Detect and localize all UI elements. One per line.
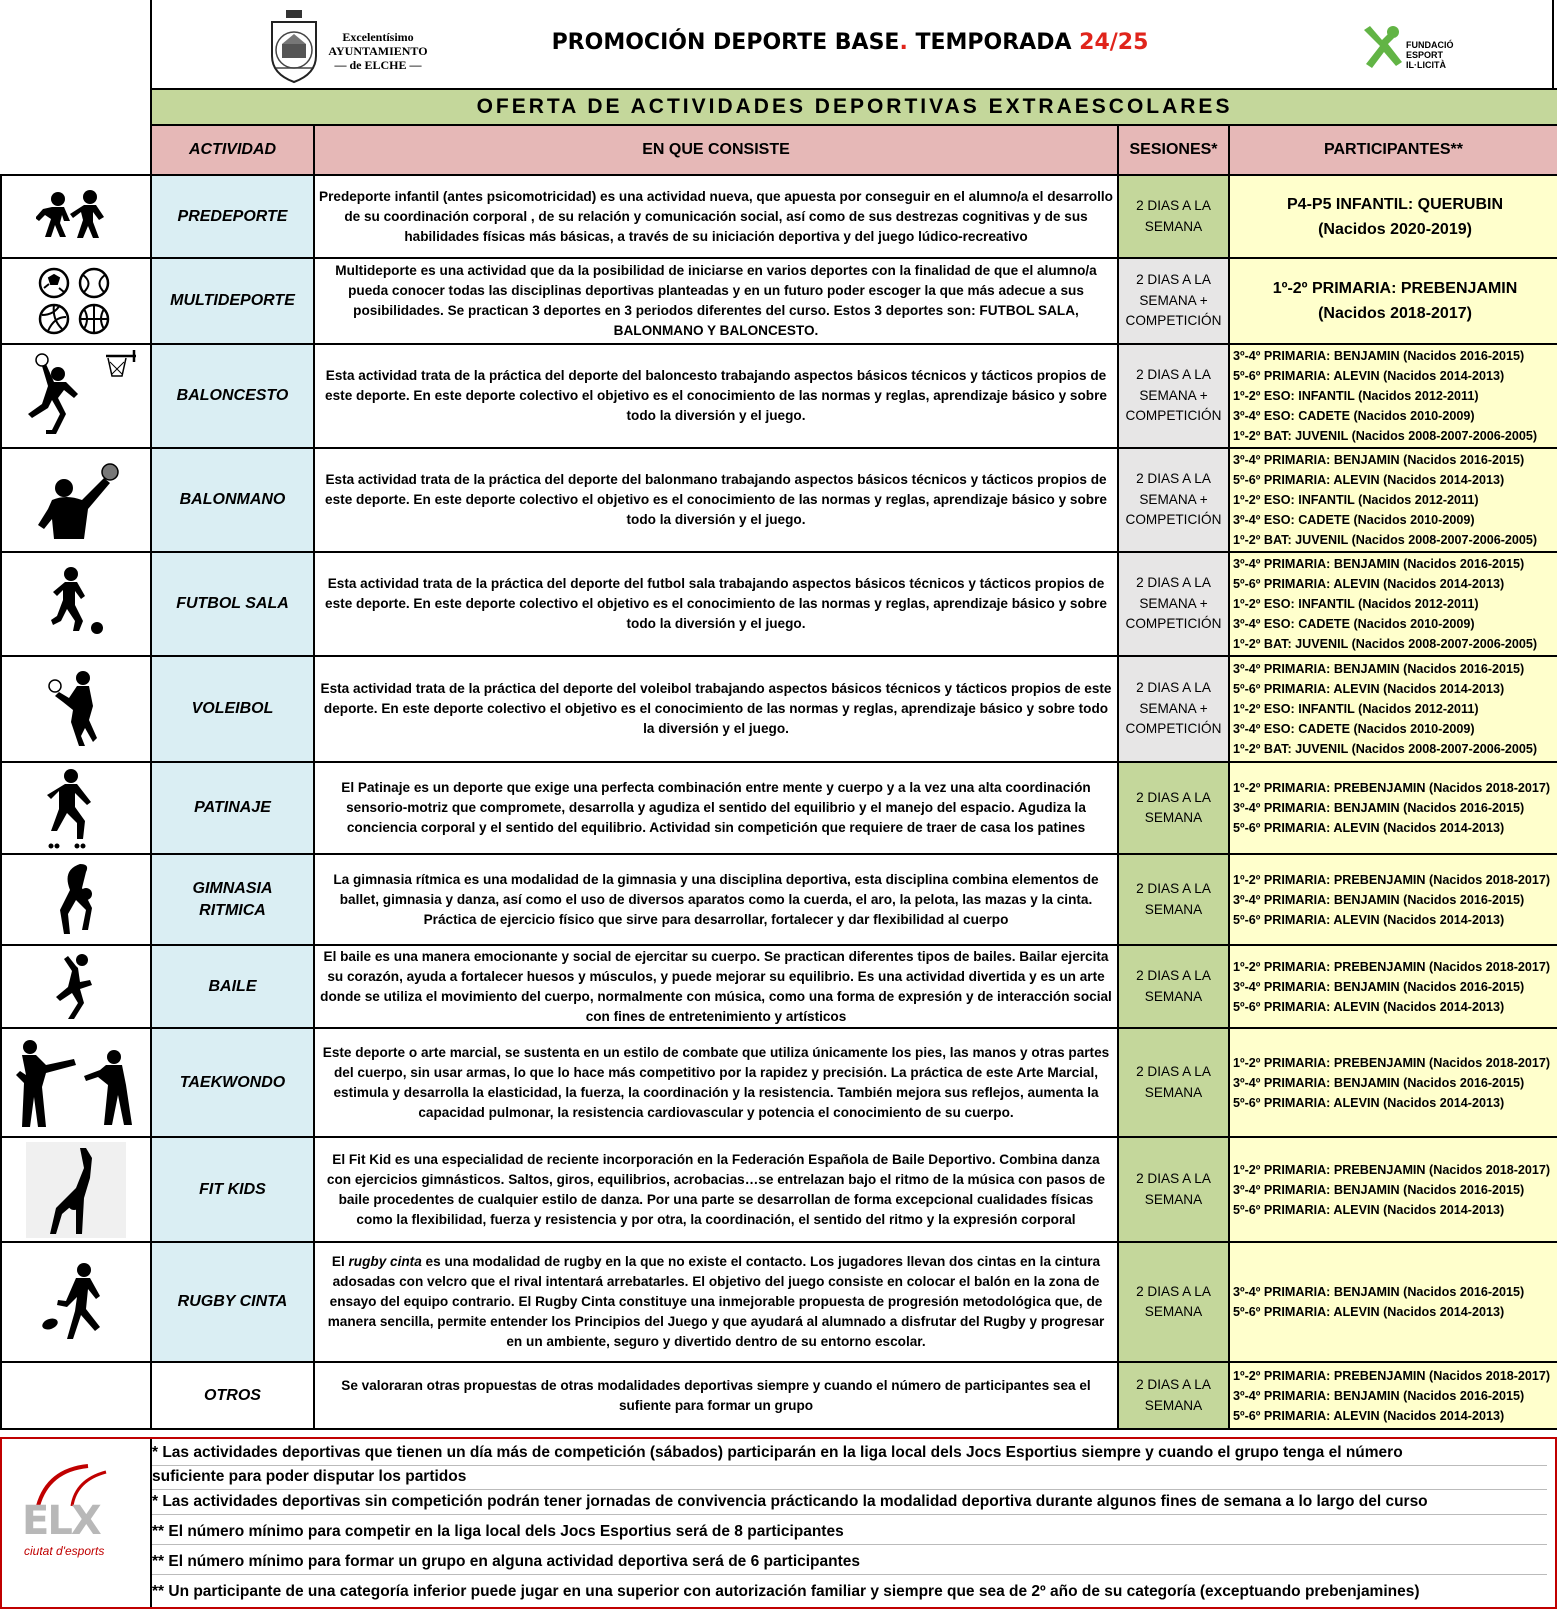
note-line: ** Un participante de una categoría inferior puede jugar en una superior con autorización familiar y siempre que sea de 2º año de su categoría (exceptuando prebenjamines) bbox=[152, 1583, 1420, 1600]
volleyball-player-icon bbox=[2, 664, 150, 754]
activity-name: VOLEIBOL bbox=[151, 656, 314, 762]
table-row bbox=[1, 1242, 1557, 1362]
activity-name: BALONCESTO bbox=[151, 344, 314, 448]
col-description: EN QUE CONSISTE bbox=[314, 125, 1118, 175]
activity-name: RUGBY CINTA bbox=[151, 1242, 314, 1362]
note-line: * Las actividades deportivas sin competición podrán tener jornadas de convivencia prácticando la modalidad deportiva durante algunos fines de semana a lo largo del curso bbox=[152, 1490, 1547, 1515]
handball-player-icon bbox=[2, 460, 150, 540]
participants: 1º-2º PRIMARIA: PREBENJAMIN (Nacidos 2018-2017) 3º-4º PRIMARIA: BENJAMIN (Nacidos 2016-2015) 5º-6º PRIMARIA: ALEVIN (Nacidos 2014-2013) bbox=[1229, 1137, 1557, 1242]
foundation-figure-icon bbox=[1360, 24, 1404, 70]
city-name: Excelentísimo AYUNTAMIENTO — de ELCHE — bbox=[328, 30, 428, 72]
rugby-player-icon bbox=[2, 1260, 150, 1344]
table-row bbox=[1, 258, 1557, 344]
note-line: ** El número mínimo para formar un grupo en alguna actividad deportiva será de 6 participantes bbox=[152, 1550, 1547, 1575]
children-running-icon bbox=[2, 187, 150, 247]
sessions: 2 DIAS A LA SEMANA bbox=[1118, 1242, 1229, 1362]
participants: 3º-4º PRIMARIA: BENJAMIN (Nacidos 2016-2015) 5º-6º PRIMARIA: ALEVIN (Nacidos 2014-2013) bbox=[1229, 1242, 1557, 1362]
note-line: ** El número mínimo para competir en la liga local dels Jocs Esportius será de 8 participantes bbox=[152, 1520, 1547, 1545]
subtitle-bar: OFERTA DE ACTIVIDADES DEPORTIVAS EXTRAESCOLARES bbox=[151, 89, 1557, 125]
activity-name: TAEKWONDO bbox=[151, 1028, 314, 1137]
sessions: 2 DIAS A LA SEMANA + COMPETICIÓN bbox=[1118, 448, 1229, 552]
activities-table bbox=[0, 88, 1557, 1430]
activity-name: PREDEPORTE bbox=[151, 175, 314, 258]
col-participants: PARTICIPANTES** bbox=[1229, 125, 1557, 175]
table-row bbox=[1, 344, 1557, 448]
activity-name: BALONMANO bbox=[151, 448, 314, 552]
sessions: 2 DIAS A LA SEMANA + COMPETICIÓN bbox=[1118, 258, 1229, 344]
sessions: 2 DIAS A LA SEMANA bbox=[1118, 854, 1229, 945]
activity-description: La gimnasia rítmica es una modalidad de la gimnasia y una disciplina deportiva, esta disciplina combina elementos de ballet, gimnasia y danza, así como el uso de diversos aparatos como la cuerda, el aro, la pelota, las mazas y la cinta. Práctica de ejercicio físico que sirve para desarrollar, fortalecer y dar flexibilidad al cuerpo bbox=[314, 854, 1118, 945]
gymnast-icon bbox=[2, 860, 150, 940]
foundation-logo: FUNDACIÓ ESPORT IL·LICITÀ bbox=[1360, 24, 1480, 72]
city-crest-logo bbox=[264, 8, 324, 84]
table-row bbox=[1, 656, 1557, 762]
table-row bbox=[1, 448, 1557, 552]
col-sessions: SESIONES* bbox=[1118, 125, 1229, 175]
sessions: 2 DIAS A LA SEMANA bbox=[1118, 1137, 1229, 1242]
col-activity: ACTIVIDAD bbox=[151, 125, 314, 175]
sessions: 2 DIAS A LA SEMANA bbox=[1118, 762, 1229, 854]
sessions: 2 DIAS A LA SEMANA bbox=[1118, 1362, 1229, 1429]
participants: 3º-4º PRIMARIA: BENJAMIN (Nacidos 2016-2015) 5º-6º PRIMARIA: ALEVIN (Nacidos 2014-2013) 1º-2º ESO: INFANTIL (Nacidos 2012-2011) 3º-4º ESO: CADETE (Nacidos 2010-2009) 1º-2º BAT: JUVENIL (Nacidos 2008-2007-2006-2005) bbox=[1229, 552, 1557, 656]
table-row bbox=[1, 1137, 1557, 1242]
table-row bbox=[1, 854, 1557, 945]
activity-name: GIMNASIA RITMICA bbox=[151, 854, 314, 945]
participants: 3º-4º PRIMARIA: BENJAMIN (Nacidos 2016-2015) 5º-6º PRIMARIA: ALEVIN (Nacidos 2014-2013) 1º-2º ESO: INFANTIL (Nacidos 2012-2011) 3º-4º ESO: CADETE (Nacidos 2010-2009) 1º-2º BAT: JUVENIL (Nacidos 2008-2007-2006-2005) bbox=[1229, 656, 1557, 762]
table-row bbox=[1, 1028, 1557, 1137]
participants: 3º-4º PRIMARIA: BENJAMIN (Nacidos 2016-2015) 5º-6º PRIMARIA: ALEVIN (Nacidos 2014-2013) 1º-2º ESO: INFANTIL (Nacidos 2012-2011) 3º-4º ESO: CADETE (Nacidos 2010-2009) 1º-2º BAT: JUVENIL (Nacidos 2008-2007-2006-2005) bbox=[1229, 344, 1557, 448]
activity-name: FUTBOL SALA bbox=[151, 552, 314, 656]
activity-name: PATINAJE bbox=[151, 762, 314, 854]
note-line: * Las actividades deportivas que tienen un día más de competición (sábados) participarán en la liga local dels Jocs Esportius siempre y cuando el grupo tenga el número bbox=[152, 1441, 1547, 1466]
participants: 1º-2º PRIMARIA: PREBENJAMIN (Nacidos 2018-2017) 3º-4º PRIMARIA: BENJAMIN (Nacidos 2016-2015) 5º-6º PRIMARIA: ALEVIN (Nacidos 2014-2013) bbox=[1229, 1362, 1557, 1429]
table-row bbox=[1, 1362, 1557, 1429]
table-row bbox=[1, 945, 1557, 1028]
activity-description: Esta actividad trata de la práctica del deporte del futbol sala trabajando aspectos básicos técnicos y tácticos propios de este deporte. En este deporte colectivo el objetivo es el conocimiento de las normas y reglas, aprendizaje básico y sobre todo la diversión y el juego. bbox=[314, 552, 1118, 656]
activity-description: Se valoraran otras propuestas de otras modalidades deportivas siempre y cuando el número de participantes sea el sufiente para formar un grupo bbox=[314, 1362, 1118, 1429]
note-line: suficiente para poder disputar los partidos bbox=[152, 1465, 1547, 1490]
football-player-icon bbox=[2, 564, 150, 644]
activity-name: OTROS bbox=[151, 1362, 314, 1429]
participants: 1º-2º PRIMARIA: PREBENJAMIN (Nacidos 2018-2017) 3º-4º PRIMARIA: BENJAMIN (Nacidos 2016-2015) 5º-6º PRIMARIA: ALEVIN (Nacidos 2014-2013) bbox=[1229, 854, 1557, 945]
header bbox=[0, 0, 1557, 92]
dancer-icon bbox=[2, 950, 150, 1024]
activity-description: Esta actividad trata de la práctica del deporte del balonmano trabajando aspectos básicos técnicos y tácticos propios de este deporte. En este deporte colectivo el objetivo es el conocimiento de las normas y reglas, aprendizaje básico y sobre todo la diversión y el juego. bbox=[314, 448, 1118, 552]
column-headers bbox=[1, 125, 1557, 175]
participants: 1º-2º PRIMARIA: PREBENJAMIN (Nacidos 2018-2017) 3º-4º PRIMARIA: BENJAMIN (Nacidos 2016-2015) 5º-6º PRIMARIA: ALEVIN (Nacidos 2014-2013) bbox=[1229, 945, 1557, 1028]
sessions: 2 DIAS A LA SEMANA + COMPETICIÓN bbox=[1118, 552, 1229, 656]
roller-skater-icon bbox=[2, 766, 150, 850]
elx-sports-logo: ELX ciutat d'esports bbox=[18, 1462, 128, 1572]
participants: 1º-2º PRIMARIA: PREBENJAMIN (Nacidos 2018-2017) 3º-4º PRIMARIA: BENJAMIN (Nacidos 2016-2015) 5º-6º PRIMARIA: ALEVIN (Nacidos 2014-2013) bbox=[1229, 762, 1557, 854]
participants: P4-P5 INFANTIL: QUERUBIN (Nacidos 2020-2019) bbox=[1229, 175, 1557, 258]
table-row bbox=[1, 552, 1557, 656]
sessions: 2 DIAS A LA SEMANA + COMPETICIÓN bbox=[1118, 656, 1229, 762]
taekwondo-fighters-icon bbox=[2, 1035, 150, 1131]
activity-description: Esta actividad trata de la práctica del deporte del voleibol trabajando aspectos básicos técnicos y tácticos propios de este deporte. En este deporte colectivo el objetivo es el conocimiento de las normas y reglas, aprendizaje básico y sobre todo la diversión y el juego. bbox=[314, 656, 1118, 762]
activity-description: Predeporte infantil (antes psicomotricidad) es una actividad nueva, que apuesta por conseguir en el alumno/a el desarrollo de su coordinación corporal , de su relación y comunicación social, así como de sus destrezas cognitivas y de sus habilidades físicas más básicas, a través de su iniciación deportiva y del juego lúdico-recreativo bbox=[314, 175, 1118, 258]
sessions: 2 DIAS A LA SEMANA bbox=[1118, 175, 1229, 258]
table-row bbox=[1, 175, 1557, 258]
participants: 3º-4º PRIMARIA: BENJAMIN (Nacidos 2016-2015) 5º-6º PRIMARIA: ALEVIN (Nacidos 2014-2013) 1º-2º ESO: INFANTIL (Nacidos 2012-2011) 3º-4º ESO: CADETE (Nacidos 2010-2009) 1º-2º BAT: JUVENIL (Nacidos 2008-2007-2006-2005) bbox=[1229, 448, 1557, 552]
sports-balls-icon bbox=[2, 265, 150, 337]
activity-name: BAILE bbox=[151, 945, 314, 1028]
sessions: 2 DIAS A LA SEMANA bbox=[1118, 1028, 1229, 1137]
basketball-player-icon bbox=[2, 348, 150, 444]
activity-description: Multideporte es una actividad que da la posibilidad de iniciarse en varios deportes con la finalidad de que el alumno/a pueda conocer todas las disciplinas deportivas planteadas y en un futuro poder escoger la que más adecue a sus posibilidades. Se practican 3 deportes en 3 periodos diferentes del curso. Estos 3 deportes son: FUTBOL SALA, BALONMANO Y BALONCESTO. bbox=[314, 258, 1118, 344]
page-title: PROMOCIÓN DEPORTE BASE. TEMPORADA 24/25 bbox=[551, 30, 1149, 55]
fit-kid-acrobat-icon bbox=[2, 1142, 150, 1238]
activity-description: Este deporte o arte marcial, se sustenta en un estilo de combate que utiliza únicamente los pies, las manos y otras partes del cuerpo, sin usar armas, lo que lo hace más competitivo por la rapidez y precisión. La práctica de este Arte Marcial, estimula y desarrolla la elasticidad, la fuerza, la coordinación y la resistencia. También mejora sus reflejos, aumenta la capacidad pulmonar, la resistencia cardiovascular y potencia el conocimiento de su cuerpo. bbox=[314, 1028, 1118, 1137]
activity-description: El rugby cinta es una modalidad de rugby en la que no existe el contacto. Los jugadores llevan dos cintas en la cintura adosadas con velcro que el rival intentará arrebatarles. El objetivo del juego consiste en colocar el balón en la zona de ensayo del equipo contrario. El Rugby Cinta constituye una inmejorable propuesta de progresión metodológica que, de manera sencilla, permite entender los Principios del Juego y que ayudará al alumnado a disfrutar del Rugby y progresar en un ambiente, seguro y divertido dentro de su entorno escolar. bbox=[314, 1242, 1118, 1362]
activity-name: FIT KIDS bbox=[151, 1137, 314, 1242]
activity-name: MULTIDEPORTE bbox=[151, 258, 314, 344]
sessions: 2 DIAS A LA SEMANA + COMPETICIÓN bbox=[1118, 344, 1229, 448]
activity-description: El Fit Kid es una especialidad de reciente incorporación en la Federación Española de Baile Deportivo. Combina danza con ejercicios gimnásticos. Saltos, giros, equilibrios, acrobacias…se entrelazan bajo el ritmo de la música con pasos de baile procedentes de cualquier estilo de danza. Por una parte se desarrollan de forma excepcional cualidades físicas como la flexibilidad, fuerza y resistencia y por otra, la coordinación, el sentido del ritmo y la expresión corporal bbox=[314, 1137, 1118, 1242]
participants: 1º-2º PRIMARIA: PREBENJAMIN (Nacidos 2018-2017) bbox=[1229, 258, 1557, 344]
sessions: 2 DIAS A LA SEMANA bbox=[1118, 945, 1229, 1028]
activity-description: El Patinaje es un deporte que exige una perfecta combinación entre mente y cuerpo y a la vez una alta coordinación sensorio-motriz que compromete, desarrolla y agudiza el sentido del equilibrio y el manejo del espacio. Agudiza la conciencia corporal y el sentido del equilibrio. Actividad sin competición que requiere de traer de casa los patines bbox=[314, 762, 1118, 854]
table-row bbox=[1, 762, 1557, 854]
participants: 1º-2º PRIMARIA: PREBENJAMIN (Nacidos 2018-2017) 3º-4º PRIMARIA: BENJAMIN (Nacidos 2016-2015) 5º-6º PRIMARIA: ALEVIN (Nacidos 2014-2013) bbox=[1229, 1028, 1557, 1137]
activity-description: Esta actividad trata de la práctica del deporte del baloncesto trabajando aspectos básicos técnicos y tácticos propios de este deporte. En este deporte colectivo el objetivo es el conocimiento de las normas y reglas, aprendizaje básico y sobre todo la diversión y el juego. bbox=[314, 344, 1118, 448]
activity-description: El baile es una manera emocionante y social de ejercitar su cuerpo. Se practican diferentes tipos de bailes. Bailar ejercita su corazón, ayuda a fortalecer huesos y músculos, y puede mejorar su equilibrio. Es una actividad divertida y es un arte donde se utiliza el movimiento del cuerpo, normalmente con música, como una forma de expresión y de interacción social con fines de entretenimiento y artísticos bbox=[314, 945, 1118, 1028]
